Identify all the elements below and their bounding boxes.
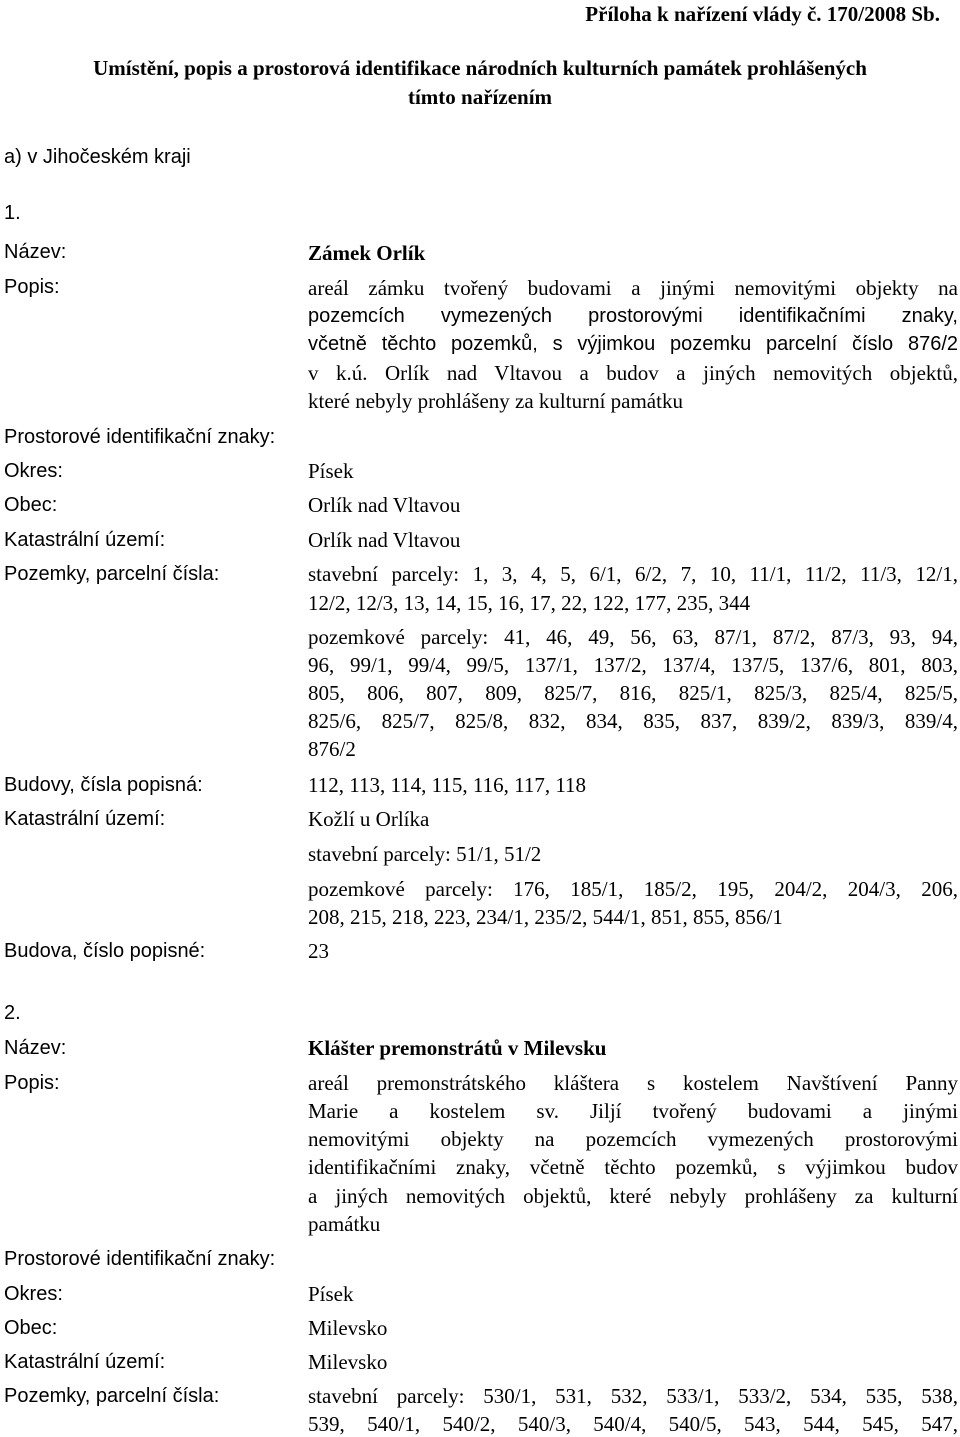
item1-desc-line: které nebyly prohlášeny za kulturní památku [308, 389, 683, 413]
item2-building-parcels-line: stavební parcely: 530/1, 531, 532, 533/1, 533/2, 534, 535, 538, [308, 1384, 958, 1408]
item2-desc-line: Marie a kostelem sv. Jiljí tvořený budovami a jinými [308, 1099, 958, 1123]
item1-desc-line: areál zámku tvořený budovami a jinými nemovitými objekty na [308, 276, 958, 300]
item1-cadastral-label: Katastrální území: [4, 529, 166, 551]
item1-land-parcels-line: 805, 806, 807, 809, 825/7, 816, 825/1, 825/3, 825/4, 825/5, [308, 681, 958, 705]
item2-desc-line: nemovitými objekty na pozemcích vymezených prostorovými [308, 1127, 958, 1151]
item2-desc-line: areál premonstrátského kláštera s kostelem Navštívení Panny [308, 1071, 958, 1095]
item1-district: Písek [308, 459, 354, 483]
item1-land-parcels2-line: pozemkové parcely: 176, 185/1, 185/2, 195, 204/2, 204/3, 206, [308, 877, 958, 901]
item1-buildings-label: Budovy, čísla popisná: [4, 774, 203, 796]
item2-cadastral: Milevsko [308, 1350, 388, 1374]
item1-building-parcels-line: 12/2, 12/3, 13, 14, 15, 16, 17, 22, 122, 177, 235, 344 [308, 591, 751, 615]
item1-desc-line: včetně těchto pozemků, s výjimkou pozemku parcelní číslo 876/2 [308, 333, 958, 355]
item2-desc-line: identifikačními znaky, včetně těchto pozemků, s výjimkou budov [308, 1155, 958, 1179]
item1-number: 1. [4, 202, 21, 224]
item1-cadastral: Orlík nad Vltavou [308, 528, 461, 552]
item1-cadastral2: Kožlí u Orlíka [308, 807, 430, 831]
item2-spatial-heading: Prostorové identifikační znaky: [4, 1248, 276, 1270]
item1-building-label: Budova, číslo popisné: [4, 940, 206, 962]
item2-desc-line: památku [308, 1212, 381, 1236]
item1-building-parcels2: stavební parcely: 51/1, 51/2 [308, 842, 542, 866]
item2-desc-line: a jiných nemovitých objektů, které nebyly prohlášeny za kulturní [308, 1184, 958, 1208]
item2-name: Klášter premonstrátů v Milevsku [308, 1036, 607, 1060]
item2-district: Písek [308, 1282, 354, 1306]
annex-title: Příloha k nařízení vlády č. 170/2008 Sb. [585, 2, 940, 26]
item1-land-parcels-line: 96, 99/1, 99/4, 99/5, 137/1, 137/2, 137/4, 137/5, 137/6, 801, 803, [308, 653, 958, 677]
item1-name-label: Název: [4, 241, 67, 263]
item1-municipality-label: Obec: [4, 494, 58, 516]
item1-building-parcels-line: stavební parcely: 1, 3, 4, 5, 6/1, 6/2, 7, 10, 11/1, 11/2, 11/3, 12/1, [308, 562, 958, 586]
item1-municipality: Orlík nad Vltavou [308, 493, 461, 517]
item2-cadastral-label: Katastrální území: [4, 1351, 166, 1373]
item1-land-parcels2-line: 208, 215, 218, 223, 234/1, 235/2, 544/1, 851, 855, 856/1 [308, 905, 783, 929]
item2-number: 2. [4, 1002, 21, 1024]
item1-spatial-heading: Prostorové identifikační znaky: [4, 426, 276, 448]
item2-district-label: Okres: [4, 1283, 63, 1305]
item1-desc-line: v k.ú. Orlík nad Vltavou a budov a jiných nemovitých objektů, [308, 361, 958, 385]
region-heading: a) v Jihočeském kraji [4, 146, 191, 168]
item2-name-label: Název: [4, 1037, 67, 1059]
item1-parcels-label: Pozemky, parcelní čísla: [4, 563, 220, 585]
document-title-line2: tímto nařízením [407, 85, 553, 109]
item1-cadastral2-label: Katastrální území: [4, 808, 166, 830]
item1-land-parcels-line: pozemkové parcely: 41, 46, 49, 56, 63, 87/1, 87/2, 87/3, 93, 94, [308, 625, 958, 649]
item2-building-parcels-line: 539, 540/1, 540/2, 540/3, 540/4, 540/5, 543, 544, 545, 547, [308, 1412, 958, 1436]
item1-buildings: 112, 113, 114, 115, 116, 117, 118 [308, 773, 587, 797]
item1-land-parcels-line: 876/2 [308, 737, 356, 761]
item1-name: Zámek Orlík [308, 241, 426, 265]
item2-municipality-label: Obec: [4, 1317, 58, 1339]
item2-municipality: Milevsko [308, 1316, 388, 1340]
item2-parcels-label: Pozemky, parcelní čísla: [4, 1385, 220, 1407]
item1-desc-label: Popis: [4, 276, 60, 298]
item2-desc-label: Popis: [4, 1072, 60, 1094]
document-title-line1: Umístění, popis a prostorová identifikace národních kulturních památek prohlášených [93, 56, 867, 80]
item1-district-label: Okres: [4, 460, 63, 482]
item1-building: 23 [308, 939, 329, 963]
item1-desc-line: pozemcích vymezených prostorovými identifikačními znaky, [308, 305, 958, 327]
item1-land-parcels-line: 825/6, 825/7, 825/8, 832, 834, 835, 837, 839/2, 839/3, 839/4, [308, 709, 958, 733]
